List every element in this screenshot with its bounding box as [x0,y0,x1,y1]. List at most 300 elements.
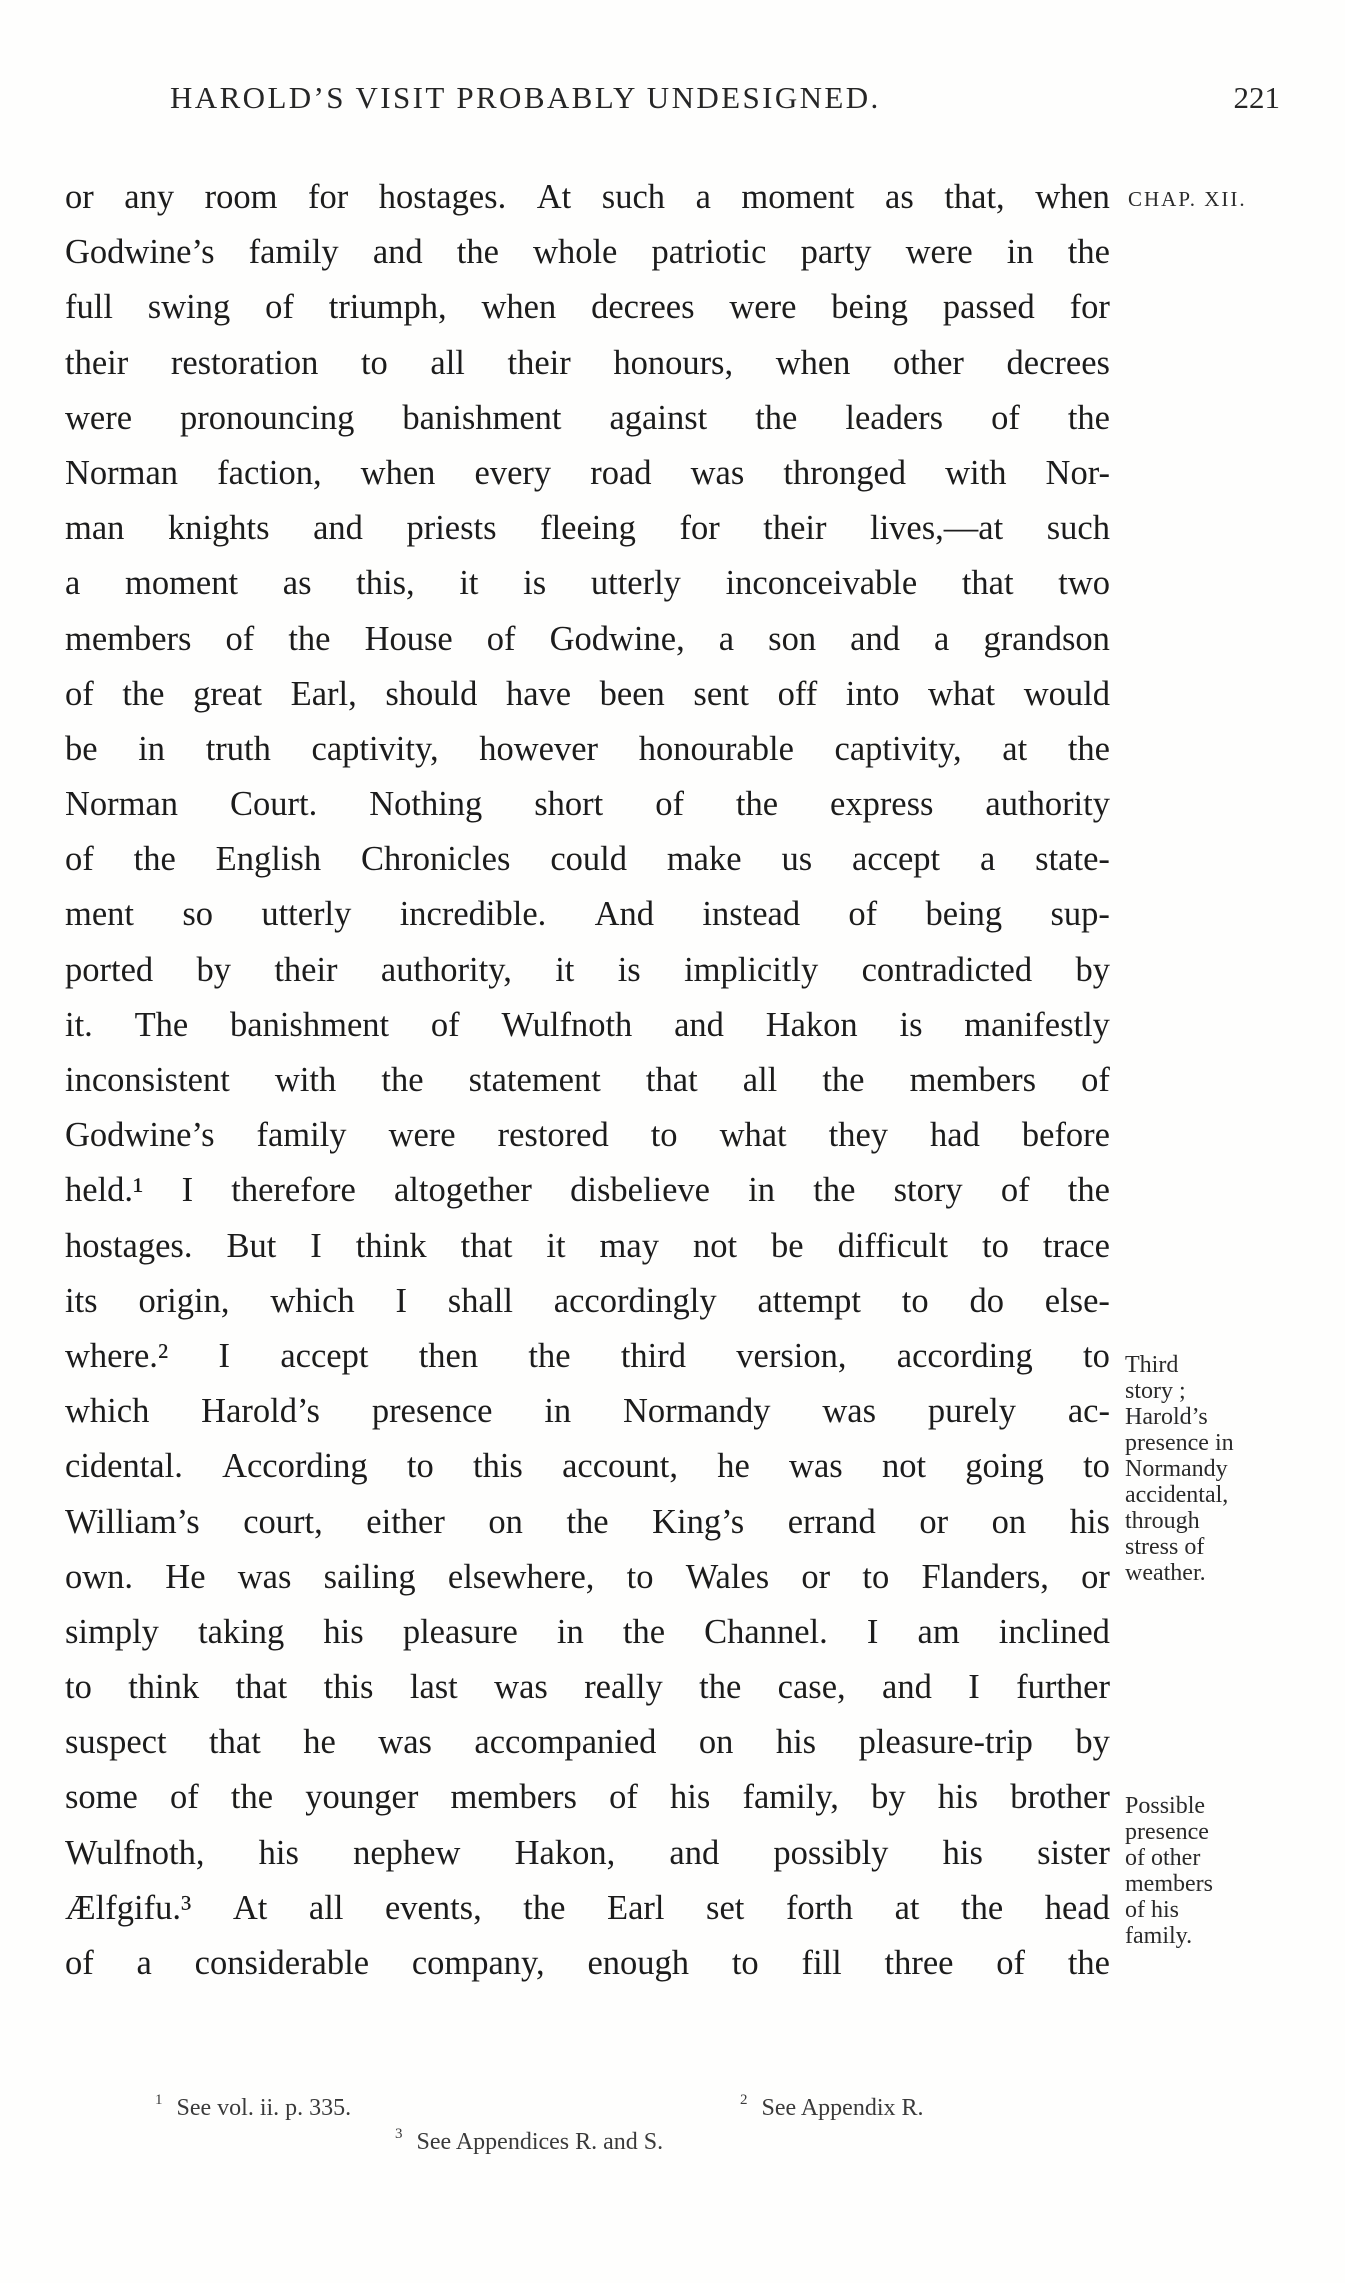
marginal-note-line: Possible [1125,1793,1206,1819]
word: the [1067,398,1110,437]
word: Hakon, [514,1833,616,1872]
word: accompanied [474,1723,657,1762]
marginal-note-line: of other [1125,1845,1201,1871]
marginal-note-third-story [1125,1352,1285,1586]
word: or [801,1557,831,1596]
word: sent [693,674,749,713]
word: other [893,343,964,382]
word: Godwine, [549,619,685,658]
word: patriotic [651,233,767,272]
word: family [256,1116,347,1155]
word: is [523,564,547,603]
word: of [430,1005,460,1044]
word: disbelieve [570,1171,710,1210]
word: House [364,619,453,658]
text-line [65,446,1110,501]
word: of [655,785,684,824]
word: lives,—at [870,509,1004,548]
word: family, [742,1778,839,1817]
word: for [679,509,720,548]
word: simply [65,1612,159,1651]
text-line [65,1439,1110,1494]
word: their [65,343,129,382]
word: by [1075,950,1110,989]
word: man [65,509,125,548]
word: altogether [393,1171,532,1210]
word: or [919,1502,949,1541]
word: state- [1035,840,1110,879]
word: be [771,1226,804,1265]
word: version, [736,1336,847,1375]
word: grandson [983,619,1110,658]
text-line [65,887,1110,942]
word: forth [785,1888,854,1927]
page-number: 221 [1233,80,1280,115]
word: whole [533,233,618,272]
word: and [313,509,363,548]
text-line [65,556,1110,611]
word: a [718,619,735,658]
word: pleasure-trip [858,1723,1033,1762]
word: his [775,1723,817,1762]
word: think [128,1668,200,1707]
word: his [670,1778,711,1817]
word: Flanders, [921,1557,1049,1596]
word: all [308,1888,344,1927]
marginal-note-line: Harold’s [1125,1404,1208,1430]
word: his [258,1833,299,1872]
word: inclined [998,1612,1110,1651]
footnote-2-mark: 2 [740,2092,748,2108]
word: in [544,1392,572,1431]
word: think [355,1226,427,1265]
word: was [822,1392,877,1431]
word: And [594,895,655,934]
word: decrees [1006,343,1110,382]
word: when [360,453,436,492]
word: considerable [194,1944,370,1982]
footnotes [155,2085,1055,2153]
word: At [232,1888,268,1927]
word: pronouncing [180,398,355,437]
text-line [65,1219,1110,1274]
word: to [65,1668,92,1707]
word: members [450,1778,577,1817]
word: and [674,1005,724,1044]
word: every [474,453,552,492]
word: which [270,1281,355,1320]
word: for [1069,288,1110,327]
word: case, [777,1668,846,1707]
footnote-1-mark: 1 [155,2092,163,2108]
word: short [534,785,604,824]
word: inconceivable [725,564,918,603]
word: last [409,1668,458,1707]
word: accept [852,840,941,879]
word: this [323,1668,374,1707]
word: is [899,1005,923,1044]
text-line [65,1495,1110,1550]
word: their [763,509,827,548]
word: thronged [783,453,907,492]
word: nephew [353,1833,461,1872]
word: a [136,1944,152,1982]
word: was [690,453,745,492]
word: sup- [1050,895,1110,934]
word: to [650,1116,678,1155]
word: this, [356,564,415,603]
word: it [555,950,575,989]
word: according [896,1336,1033,1375]
word: his [1069,1502,1110,1541]
word: with [274,1061,337,1099]
word: possibly [773,1833,889,1872]
text-line [65,1770,1110,1825]
word: at [1002,729,1028,768]
word: at [894,1888,920,1927]
word: as [885,178,914,216]
word: held.¹ [65,1171,144,1210]
word: captivity, [311,729,439,768]
word: Harold’s [201,1392,320,1431]
word: authority, [380,950,512,989]
word: and [882,1668,932,1707]
word: his [937,1778,979,1817]
word: trace [1042,1226,1110,1265]
word: in [748,1171,776,1210]
word: banishment [402,398,562,437]
word: I [310,1226,322,1265]
word: therefore [231,1171,356,1210]
word: any [124,178,175,216]
word: was [237,1557,292,1596]
word: as [282,564,312,603]
word: by [871,1778,906,1817]
word: that [460,1226,513,1265]
word: being [831,288,908,327]
word: head [1044,1888,1110,1927]
text-line [65,998,1110,1053]
text-line [65,1936,1110,1991]
text-line [65,832,1110,887]
word: of [486,619,516,658]
word: when [775,343,851,382]
word: a [934,619,950,658]
text-line [65,1163,1110,1218]
word: sailing [323,1557,416,1596]
word: statement [468,1061,601,1099]
text-line [65,667,1110,722]
text-line [65,1108,1110,1163]
word: Wulfnoth [501,1005,633,1044]
marginal-note-line: Normandy [1125,1456,1228,1482]
word: make [666,840,742,879]
word: He [165,1557,206,1596]
word: so [182,895,213,934]
text-line [65,1384,1110,1439]
footnote-1-text: See vol. ii. p. 335. [176,2095,352,2121]
word: in [556,1612,584,1651]
word: ac- [1067,1392,1110,1431]
word: it [546,1226,566,1265]
text-line [65,1605,1110,1660]
word: where.² [65,1336,169,1375]
word: some [65,1778,138,1817]
word: the [528,1336,571,1375]
word: the [699,1668,742,1707]
word: their [507,343,571,382]
word: fleeing [540,509,636,548]
word: Wulfnoth, [65,1833,205,1872]
word: the [566,1502,609,1541]
word: on [488,1502,523,1541]
marginal-note-line: through [1125,1508,1200,1534]
word: suspect [65,1723,167,1762]
marginal-note-line: presence in [1125,1430,1234,1456]
word: would [1023,674,1110,713]
word: his [323,1612,364,1651]
word: or [1081,1557,1110,1596]
text-line [65,1053,1110,1108]
word: Wales [685,1557,770,1596]
word: difficult [837,1226,949,1265]
word: of [65,840,94,879]
word: attempt [757,1281,861,1320]
word: banishment [230,1005,390,1044]
word: captivity, [834,729,962,768]
word: Nor- [1045,453,1110,492]
marginal-note-line: story ; [1125,1378,1186,1404]
word: Hakon [765,1005,858,1044]
word: been [599,674,665,713]
word: the [755,398,798,437]
footnote-3-mark: 3 [395,2126,403,2142]
word: was [494,1668,548,1707]
word: ported [65,950,154,989]
word: then [418,1336,479,1375]
text-line [65,280,1110,335]
word: against [609,398,708,437]
word: company, [411,1944,545,1982]
word: members [909,1061,1037,1099]
word: their [274,950,338,989]
word: implicitly [684,950,819,989]
word: I [218,1336,231,1375]
word: honours, [613,343,734,382]
word: Earl [607,1888,665,1927]
word: the [1067,729,1110,768]
word: manifestly [964,1005,1110,1044]
word: the [1067,1171,1110,1210]
word: should [385,674,478,713]
word: the [813,1171,856,1210]
word: is [617,950,641,989]
footnote-2-text: See Appendix R. [761,2095,924,2121]
text-line [65,1660,1110,1715]
word: express [830,785,934,824]
word: of [225,619,255,658]
word: court, [243,1502,323,1541]
word: of [991,398,1020,437]
word: to [626,1557,654,1596]
word: to [731,1944,759,1982]
word: English [215,840,322,879]
word: to [360,343,388,382]
text-line [65,612,1110,667]
word: truth [205,729,271,768]
text-line [65,1881,1110,1936]
word: could [550,840,627,879]
word: family [248,233,339,272]
marginal-note-line: presence [1125,1819,1209,1845]
word: shall [447,1281,513,1320]
word: accordingly [553,1281,717,1320]
word: Ælfgifu.³ [65,1888,192,1927]
word: it [459,564,479,603]
word: third [620,1336,686,1375]
word: it. [65,1005,93,1044]
word: triumph, [328,288,447,327]
footnote-3-text: See Appendices R. and S. [416,2129,664,2155]
word: which [65,1392,150,1431]
word: into [845,674,900,713]
word: I [866,1612,879,1651]
word: Normandy [622,1392,771,1431]
word: with [945,453,1007,492]
text-line [65,1329,1110,1384]
word: knights [167,509,270,548]
word: ment [65,895,134,934]
word: that [645,1061,698,1099]
word: to [1083,1336,1110,1375]
word: the [735,785,779,824]
word: or [65,178,94,216]
marginal-note-line: members [1125,1871,1213,1897]
word: The [134,1005,189,1044]
word: the [1067,233,1110,272]
word: passed [942,288,1035,327]
word: of [65,674,94,713]
word: and [669,1833,720,1872]
marginal-note-line: of his [1125,1897,1179,1923]
word: decrees [591,288,695,327]
word: by [196,950,231,989]
marginal-note-possible-presence [1125,1793,1285,1949]
word: and [372,233,423,272]
word: taking [198,1612,285,1651]
word: am [917,1612,960,1651]
word: a [65,564,81,603]
word: I [181,1171,194,1210]
word: going [965,1447,1044,1486]
word: the [622,1612,666,1651]
text-line [65,1826,1110,1881]
word: when [481,288,557,327]
word: hostages. [378,178,507,216]
chapter-marginal-note: CHAP. XII. [1128,187,1247,211]
word: enough [587,1944,690,1982]
word: of [65,1944,94,1982]
word: Channel. [704,1612,828,1651]
word: account, [562,1447,678,1486]
word: two [1058,564,1110,603]
word: Norman [65,453,179,492]
word: I [395,1281,407,1320]
word: that [961,564,1014,603]
main-text-column [65,170,1110,1991]
word: either [366,1502,445,1541]
word: to [406,1447,434,1486]
word: really [584,1668,663,1707]
word: of [996,1944,1026,1982]
word: he [717,1447,750,1486]
word: pleasure [402,1612,518,1651]
word: being [925,895,1003,934]
word: leaders [845,398,944,437]
word: members [65,619,192,658]
word: in [138,729,166,768]
word: Nothing [369,785,483,824]
word: they [828,1116,889,1155]
word: instead [702,895,801,934]
word: priests [406,509,497,548]
text-line [65,391,1110,446]
word: his [942,1833,983,1872]
word: But [226,1226,277,1265]
word: swing [147,288,231,327]
word: when [1035,178,1110,216]
word: of [609,1778,638,1817]
word: the [288,619,331,658]
word: authority [985,785,1110,824]
word: utterly [590,564,681,603]
word: on [991,1502,1027,1541]
marginal-note-line: stress of [1125,1534,1205,1560]
word: At [536,178,572,216]
word: inconsistent [65,1061,230,1099]
word: son [768,619,817,658]
word: were [65,398,133,437]
word: Godwine’s [65,233,215,272]
word: that [235,1668,288,1707]
footnote-row-2 [155,2119,1055,2153]
word: to [1083,1447,1110,1486]
word: such [601,178,666,216]
word: were [905,233,973,272]
word: Norman [65,785,179,824]
word: the [523,1888,566,1927]
word: own. [65,1557,134,1596]
text-line [65,501,1110,556]
word: that, [944,178,1005,216]
word: such [1046,509,1110,548]
word: that [209,1723,261,1762]
word: the [961,1888,1004,1927]
text-line [65,722,1110,777]
word: room [204,178,278,216]
footnote-row-1 [155,2085,1055,2119]
word: a [695,178,711,216]
word: were [388,1116,456,1155]
word: According [222,1447,368,1486]
marginal-note-line: Third [1125,1352,1179,1378]
word: younger [305,1778,419,1817]
text-line [65,777,1110,832]
word: to [982,1226,1009,1265]
word: what [928,674,996,713]
word: by [1075,1723,1110,1762]
word: not [692,1226,738,1265]
